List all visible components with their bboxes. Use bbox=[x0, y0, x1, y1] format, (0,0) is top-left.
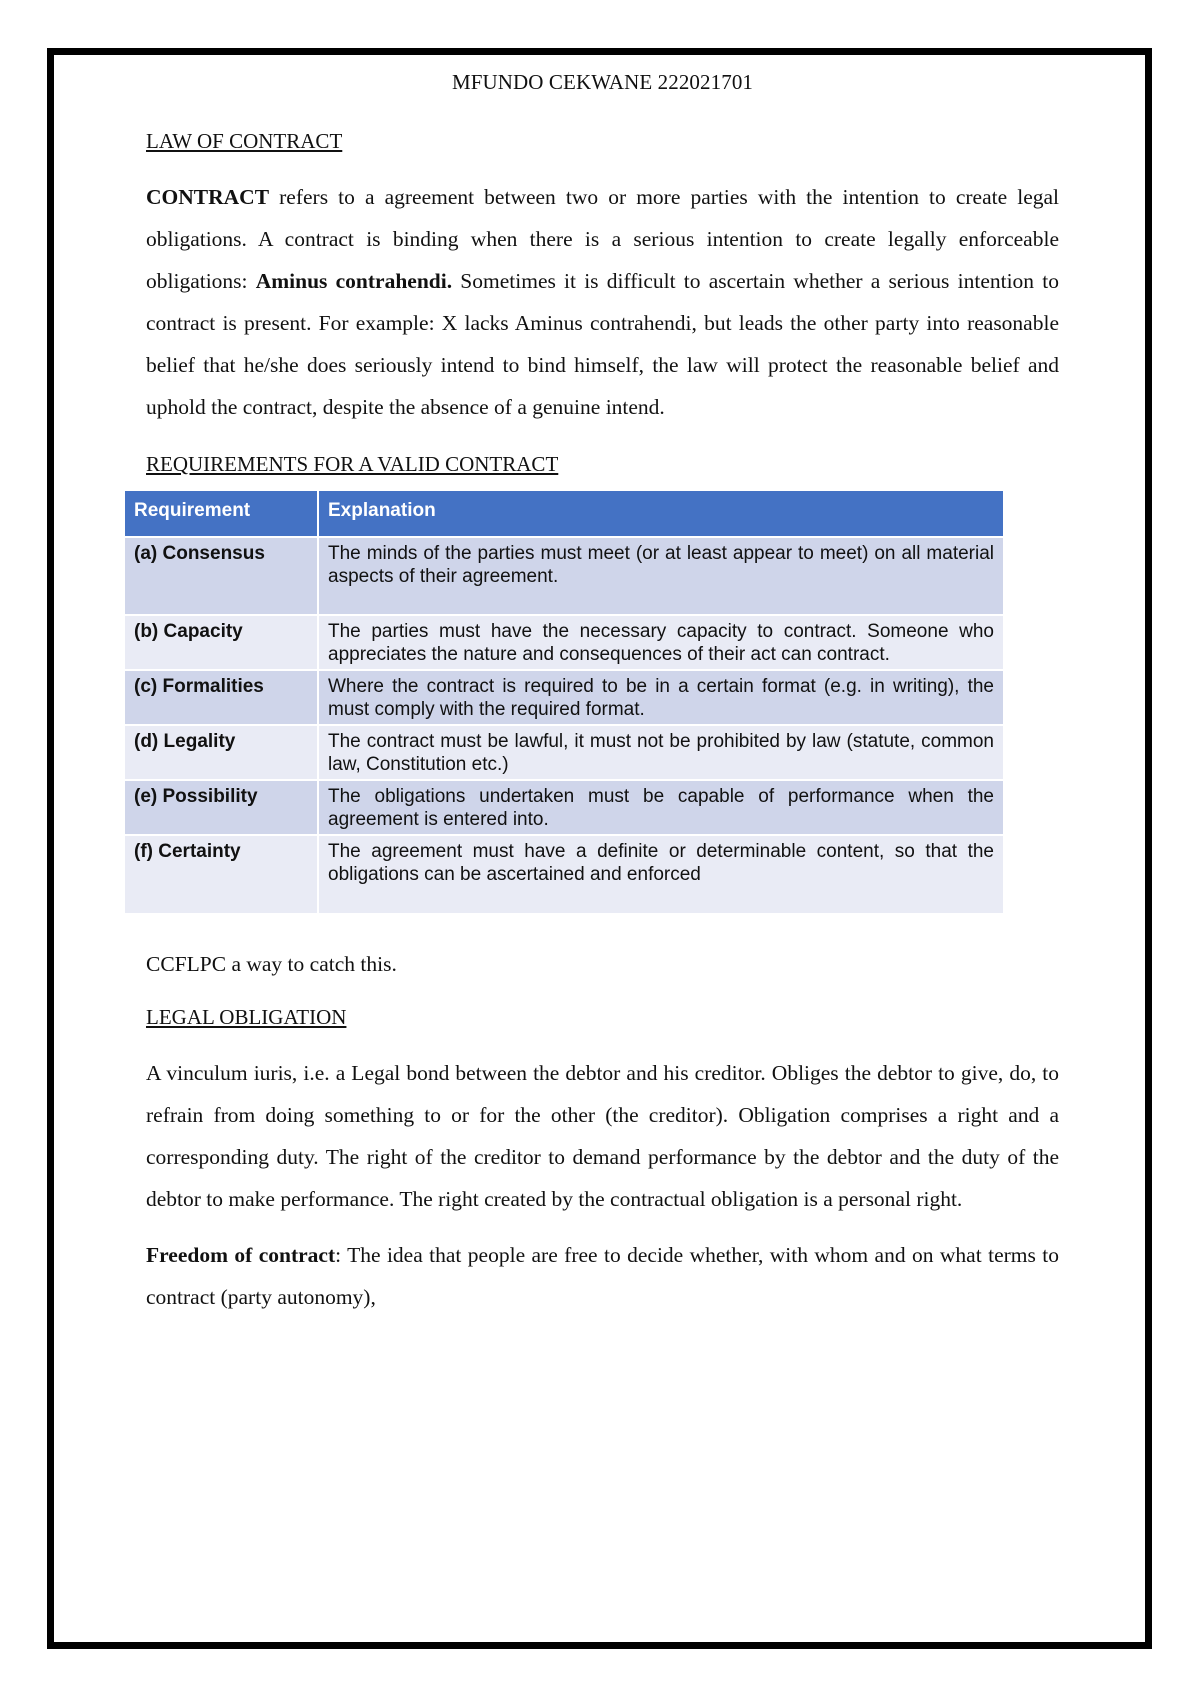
explanation-cell: The obligations undertaken must be capable of performance when the agreement is entered into. bbox=[318, 780, 1003, 835]
requirements-heading: REQUIREMENTS FOR A VALID CONTRACT bbox=[146, 452, 559, 476]
requirement-cell: (d) Legality bbox=[125, 725, 318, 780]
column-header-explanation: Explanation bbox=[318, 491, 1003, 537]
freedom-of-contract-term: Freedom of contract bbox=[146, 1243, 336, 1267]
requirement-cell: (b) Capacity bbox=[125, 615, 318, 670]
contract-definition-paragraph bbox=[146, 176, 1059, 428]
table-row bbox=[125, 780, 1003, 835]
requirements-table bbox=[125, 491, 1003, 913]
contract-text-1: refers to a agreement between two or more parties with the intention to create legal obligations. A contract is binding when there is a serious intention to create legally enforceable obligations: bbox=[146, 185, 1059, 293]
freedom-of-contract-text: : The idea that people are free to decide whether, with whom and on what terms to contract (party autonomy), bbox=[146, 1243, 1059, 1309]
legal-obligation-heading: LEGAL OBLIGATION bbox=[146, 1005, 347, 1029]
law-of-contract-heading: LAW OF CONTRACT bbox=[146, 129, 343, 153]
table-header-row bbox=[125, 491, 1003, 537]
aminus-contrahendi-term: Aminus contrahendi. bbox=[255, 269, 453, 293]
table-row bbox=[125, 670, 1003, 725]
requirements-table-wrapper bbox=[125, 491, 1003, 913]
requirement-cell: (c) Formalities bbox=[125, 670, 318, 725]
explanation-cell: Where the contract is required to be in a certain format (e.g. in writing), the must comply with the required format. bbox=[318, 670, 1003, 725]
requirement-cell: (e) Possibility bbox=[125, 780, 318, 835]
mnemonic-line: CCFLPC a way to catch this. bbox=[146, 952, 397, 976]
contract-text-2: Sometimes it is difficult to ascertain whether a serious intention to contract is present. For example: X lacks Aminus contrahendi, but leads the other party into reasonable belief that he/she does seriously intend to bind himself, the law will protect the reasonable belief and uphold the contract, despite the absence of a genuine intend. bbox=[146, 269, 1059, 419]
table-row bbox=[125, 615, 1003, 670]
legal-obligation-paragraph: A vinculum iuris, i.e. a Legal bond between the debtor and his creditor. Obliges the debtor to give, do, to refrain from doing something to or for the other (the creditor). Obligation comprises a right and a corresponding duty. The right of the creditor to demand performance by the debtor and the duty of the debtor to make performance. The right created by the contractual obligation is a personal right. bbox=[146, 1061, 1059, 1211]
explanation-cell: The parties must have the necessary capacity to contract. Someone who appreciates the nature and consequences of their act can contract. bbox=[318, 615, 1003, 670]
table-row bbox=[125, 835, 1003, 913]
freedom-of-contract-paragraph bbox=[146, 1234, 1059, 1318]
author-header: MFUNDO CEKWANE 222021701 bbox=[451, 70, 754, 94]
explanation-cell: The contract must be lawful, it must not be prohibited by law (statute, common law, Constitution etc.) bbox=[318, 725, 1003, 780]
table-row bbox=[125, 725, 1003, 780]
document-body bbox=[134, 70, 1059, 1332]
explanation-cell: The agreement must have a definite or determinable content, so that the obligations can be ascertained and enforced bbox=[318, 835, 1003, 913]
requirement-cell: (a) Consensus bbox=[125, 537, 318, 615]
explanation-cell: The minds of the parties must meet (or at least appear to meet) on all material aspects of their agreement. bbox=[318, 537, 1003, 615]
requirement-cell: (f) Certainty bbox=[125, 835, 318, 913]
contract-term: CONTRACT bbox=[146, 185, 270, 209]
column-header-requirement: Requirement bbox=[125, 491, 318, 537]
table-row bbox=[125, 537, 1003, 615]
